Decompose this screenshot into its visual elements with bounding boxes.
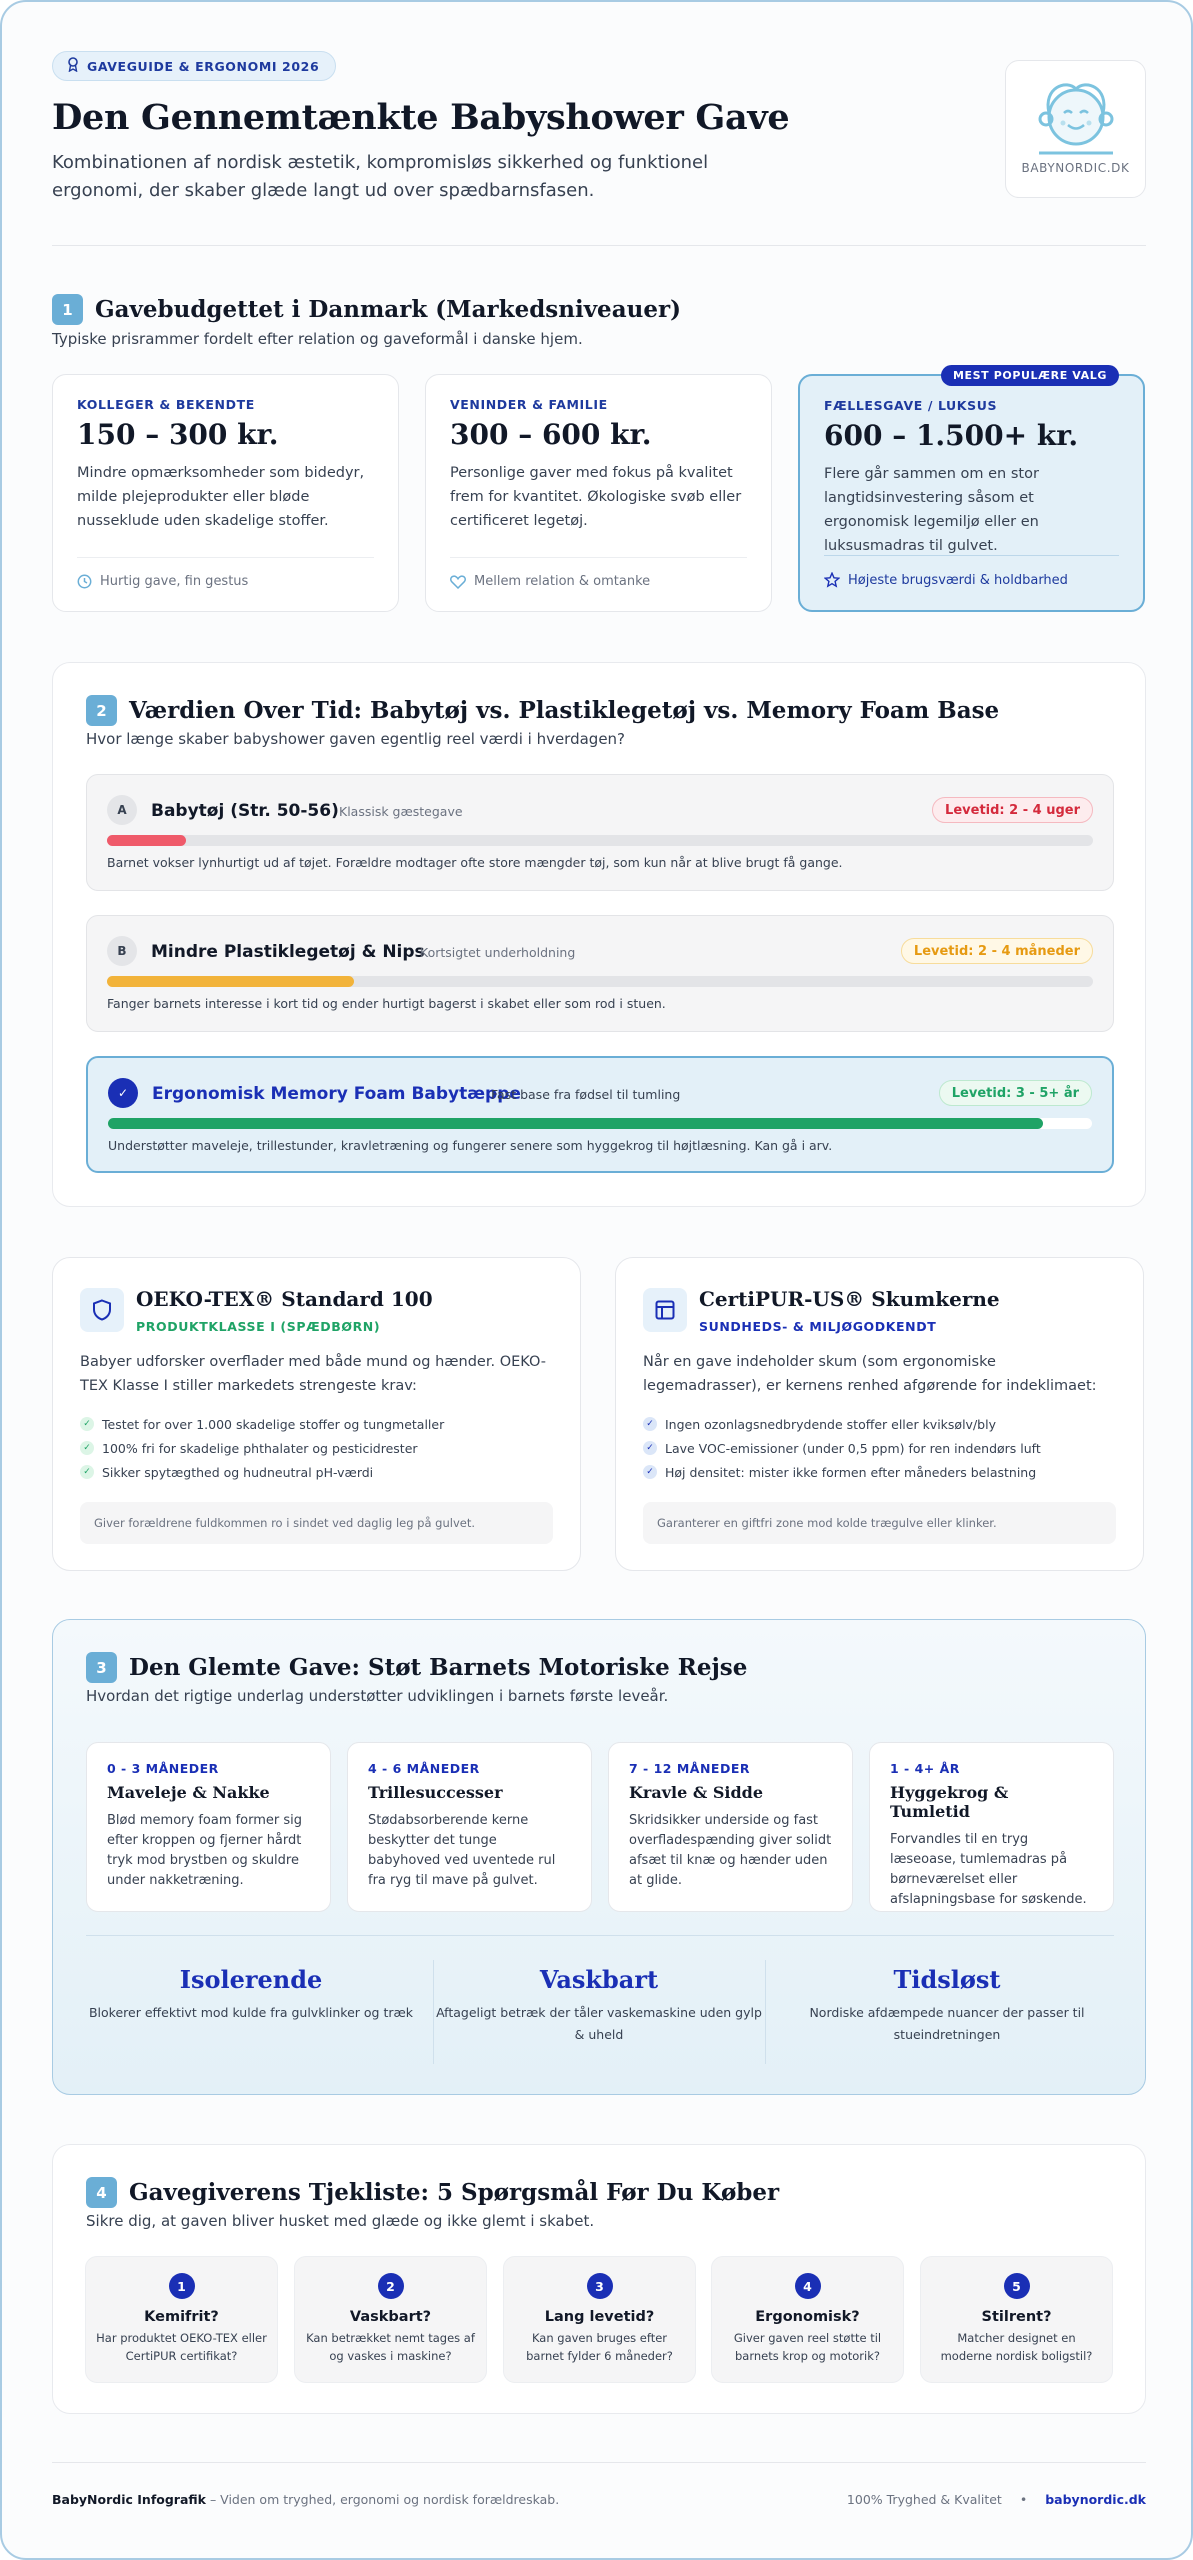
popular-badge: MEST POPULÆRE VALG — [941, 365, 1119, 386]
row-letter: A — [107, 795, 137, 825]
page-title: Den Gennemtænkte Babyshower Gave — [52, 97, 790, 138]
check-icon: ✓ — [80, 1465, 94, 1479]
section-title: Gavegiverens Tjekliste: 5 Spørgsmål Før Du Køber — [129, 2179, 780, 2206]
budget-price: 600 – 1.500+ kr. — [824, 419, 1079, 452]
check-icon: ✓ — [80, 1441, 94, 1455]
row-letter: B — [107, 936, 137, 966]
question-title: Vaskbart? — [349, 2309, 432, 2325]
list-item — [80, 1412, 444, 1436]
cert-note: Giver forældrene fuldkommen ro i sindet ved daglig leg på gulvet. — [80, 1502, 553, 1544]
lifetime-track — [107, 835, 1093, 846]
check-icon: ✓ — [643, 1441, 657, 1455]
list-item — [80, 1436, 444, 1460]
ribbon-icon — [67, 57, 79, 75]
budget-footer-text: Hurtig gave, fin gestus — [100, 574, 249, 589]
budget-card-featured[interactable] — [798, 369, 1145, 612]
list-item-text: Høj densitet: mister ikke formen efter måneders belastning — [665, 1464, 1037, 1480]
question-number: 1 — [169, 2273, 195, 2299]
budget-description: Personlige gaver med fokus på kvalitet frem for kvantitet. Økologiske svøb eller certificeret legetøj. — [450, 465, 742, 529]
stage-description: Blød memory foam former sig efter kroppen og fjerner hårdt tryk mod brystben og skuldre under nakketræning. — [107, 1813, 303, 1888]
cert-note: Garanterer en giftfri zone mod kolde trægulve eller klinker. — [643, 1502, 1116, 1544]
section-number: 4 — [86, 2177, 117, 2208]
question-number: 5 — [1004, 2273, 1030, 2299]
checklist-question[interactable] — [85, 2256, 278, 2383]
budget-category: VENINDER & FAMILIE — [450, 397, 608, 412]
feature-title: Vaskbart — [539, 1965, 659, 1994]
value-row-highlighted[interactable] — [86, 1056, 1114, 1173]
cert-card-oeko-tex[interactable] — [52, 1257, 581, 1571]
cert-description: Når en gave indeholder skum (som ergonomiske legemadrasser), er kernens renhed afgørende for indeklimaet: — [643, 1354, 1097, 1394]
lifetime-badge: Levetid: 2 - 4 måneder — [901, 938, 1093, 964]
budget-footer-text: Højeste brugsværdi & holdbarhed — [848, 572, 1068, 588]
cert-list — [80, 1412, 444, 1484]
question-title: Ergonomisk? — [755, 2309, 860, 2325]
section1-heading — [52, 294, 681, 325]
row-note: Understøtter maveleje, trillestunder, kravletræning og fungerer senere som hyggekrog til højtlæsning. Kan gå i arv. — [108, 1138, 833, 1153]
stage-title: Trillesuccesser — [368, 1783, 503, 1802]
feature-item — [86, 1965, 416, 2024]
motor-journey-section — [52, 1619, 1146, 2095]
lifetime-badge: Levetid: 3 - 5+ år — [939, 1080, 1092, 1106]
list-item — [80, 1460, 444, 1484]
stage-description: Forvandles til en tryg læseoase, tumlemadras på børneværelset eller afslapningsbase for søskende. — [890, 1832, 1087, 1907]
question-title: Lang levetid? — [544, 2309, 655, 2325]
row-name: Babytøj (Str. 50-56) — [151, 801, 339, 821]
lifetime-bar — [108, 1118, 1043, 1129]
stage-card[interactable] — [86, 1742, 331, 1912]
feature-item — [434, 1965, 764, 2046]
section-subtitle: Sikre dig, at gaven bliver husket med glæde og ikke glemt i skabet. — [86, 2212, 595, 2230]
section-title: Gavebudgettet i Danmark (Markedsniveauer) — [95, 296, 681, 323]
value-row[interactable] — [86, 915, 1114, 1032]
feature-description: Blokerer effektivt mod kulde fra gulvklinker og træk — [88, 2005, 414, 2020]
question-description: Giver gaven reel støtte til barnets krop og motorik? — [733, 2331, 882, 2363]
stage-age: 7 - 12 MÅNEDER — [629, 1761, 750, 1776]
footer-quality: 100% Tryghed & Kvalitet — [846, 2492, 1002, 2507]
question-number: 4 — [795, 2273, 821, 2299]
feature-title: Tidsløst — [893, 1965, 1001, 1994]
list-item — [643, 1436, 1041, 1460]
section-title: Den Glemte Gave: Støt Barnets Motoriske Rejse — [129, 1654, 748, 1681]
footer — [52, 2492, 1146, 2512]
clock-icon — [77, 574, 92, 589]
list-item — [643, 1412, 1041, 1436]
row-note: Fanger barnets interesse i kort tid og ender hurtigt bagerst i skabet eller som rod i stuen. — [107, 996, 666, 1011]
budget-category: FÆLLESGAVE / LUKSUS — [824, 398, 998, 413]
cert-description: Babyer udforsker overflader med både mund og hænder. OEKO-TEX Klasse I stiller markedets strengeste krav: — [80, 1354, 547, 1394]
layers-icon — [643, 1288, 687, 1332]
star-icon — [824, 572, 840, 588]
list-item-text: Lave VOC-emissioner (under 0,5 ppm) for ren indendørs luft — [665, 1440, 1041, 1456]
stage-card[interactable] — [869, 1742, 1114, 1912]
feature-title: Isolerende — [179, 1965, 323, 1994]
checklist-question[interactable] — [503, 2256, 696, 2383]
question-title: Kemifrit? — [144, 2309, 219, 2325]
budget-price: 300 – 600 kr. — [450, 418, 652, 451]
footer-separator: • — [1019, 2492, 1028, 2507]
feature-item — [782, 1965, 1112, 2046]
budget-footer — [824, 555, 1119, 588]
checklist-question[interactable] — [711, 2256, 904, 2383]
page-subtitle: Kombinationen af nordisk æstetik, kompromisløs sikkerhed og funktionel ergonomi, der skaber glæde langt ud over spædbarnsfasen. — [52, 152, 709, 201]
section-subtitle: Typiske prisrammer fordelt efter relation og gaveformål i danske hjem. — [52, 330, 583, 348]
cert-card-certipur[interactable] — [615, 1257, 1144, 1571]
row-name: Ergonomisk Memory Foam Babytæppe — [152, 1084, 521, 1104]
stage-description: Stødabsorberende kerne beskytter det tunge babyhoved ved uventede rul fra ryg til mave på gulvet. — [368, 1813, 556, 1888]
feature-description: Nordiske afdæmpede nuancer der passer til stueindretningen — [809, 2005, 1085, 2042]
cert-title: OEKO-TEX® Standard 100 — [136, 1287, 433, 1311]
row-name: Mindre Plastiklegetøj & Nips — [151, 942, 425, 962]
budget-description: Mindre opmærksomheder som bidedyr, milde plejeprodukter eller bløde nusseklude uden skadelige stoffer. — [77, 465, 365, 529]
budget-footer — [450, 557, 747, 589]
list-item-text: Ingen ozonlagsnedbrydende stoffer eller kviksølv/bly — [665, 1416, 996, 1432]
budget-footer — [77, 557, 374, 589]
list-item-text: 100% fri for skadelige phthalater og pesticidrester — [102, 1440, 418, 1456]
divider — [52, 2462, 1146, 2463]
lifetime-bar — [107, 835, 186, 846]
divider — [86, 1935, 1114, 1936]
guide-badge — [52, 51, 336, 81]
list-item-text: Sikker spytægthed og hudneutral pH-værdi — [102, 1464, 374, 1480]
budget-description: Flere går sammen om en stor langtidsinvestering såsom et ergonomisk legemiljø eller en luksusmadras til gulvet. — [824, 466, 1039, 554]
section-number: 3 — [86, 1652, 117, 1683]
footer-site-link[interactable]: babynordic.dk — [1045, 2492, 1146, 2507]
checklist-question[interactable] — [294, 2256, 487, 2383]
stage-age: 1 - 4+ ÅR — [890, 1761, 960, 1776]
lifetime-track — [107, 976, 1093, 987]
question-description: Kan betrækket nemt tages af og vaskes i maskine? — [306, 2331, 475, 2363]
lifetime-badge: Levetid: 2 - 4 uger — [932, 797, 1093, 823]
check-icon: ✓ — [643, 1465, 657, 1479]
question-number: 2 — [378, 2273, 404, 2299]
brand-logo[interactable] — [1005, 60, 1146, 198]
stage-age: 4 - 6 MÅNEDER — [368, 1761, 480, 1776]
heart-icon — [450, 575, 466, 589]
check-icon: ✓ — [643, 1417, 657, 1431]
stage-title: Kravle & Sidde — [629, 1783, 764, 1802]
baby-face-icon — [1027, 73, 1125, 157]
budget-card[interactable] — [425, 374, 772, 612]
list-item-text: Testet for over 1.000 skadelige stoffer og tungmetaller — [102, 1416, 445, 1432]
stage-card[interactable] — [608, 1742, 853, 1912]
row-tag: Kortsigtet underholdning — [420, 945, 576, 960]
section-number: 1 — [52, 294, 83, 325]
stage-title: Maveleje & Nakke — [107, 1783, 270, 1802]
section4-heading — [86, 2177, 779, 2208]
section-subtitle: Hvor længe skaber babyshower gaven egentlig reel værdi i hverdagen? — [86, 730, 626, 748]
question-number: 3 — [587, 2273, 613, 2299]
stage-card[interactable] — [347, 1742, 592, 1912]
lifetime-bar — [107, 976, 354, 987]
budget-price: 150 – 300 kr. — [77, 418, 279, 451]
value-over-time-section — [52, 662, 1146, 1207]
checklist-question[interactable] — [920, 2256, 1113, 2383]
value-row[interactable] — [86, 774, 1114, 891]
section-title: Værdien Over Tid: Babytøj vs. Plastiklegetøj vs. Memory Foam Base — [129, 697, 1000, 724]
budget-footer-text: Mellem relation & omtanke — [474, 574, 651, 589]
row-tag: Klassisk gæstegave — [339, 804, 463, 819]
shield-icon — [80, 1288, 124, 1332]
divider — [765, 1960, 766, 2064]
section2-heading — [86, 695, 999, 726]
divider — [52, 245, 1146, 246]
guide-badge-label: GAVEGUIDE & ERGONOMI 2026 — [87, 58, 320, 74]
check-icon: ✓ — [108, 1078, 138, 1108]
cert-title: CertiPUR-US® Skumkerne — [699, 1287, 1000, 1311]
question-description: Matcher designet en moderne nordisk boligstil? — [940, 2331, 1093, 2363]
cert-subtitle: PRODUKTKLASSE I (SPÆDBØRN) — [136, 1319, 381, 1334]
check-icon: ✓ — [80, 1417, 94, 1431]
question-description: Kan gaven bruges efter barnet fylder 6 måneder? — [526, 2331, 673, 2363]
question-title: Stilrent? — [981, 2309, 1052, 2325]
cert-subtitle: SUNDHEDS- & MILJØGODKENDT — [699, 1319, 937, 1334]
row-tag: Fast base fra fødsel til tumling — [491, 1087, 681, 1102]
feature-description: Aftageligt betræk der tåler vaskemaskine uden gylp & uheld — [436, 2005, 762, 2042]
budget-card[interactable] — [52, 374, 399, 612]
question-description: Har produktet OEKO-TEX eller CertiPUR certifikat? — [96, 2331, 267, 2363]
budget-category: KOLLEGER & BEKENDTE — [77, 397, 255, 412]
footer-brand: BabyNordic Infografik — [52, 2492, 206, 2507]
stage-description: Skridsikker underside og fast overfladespænding giver solidt afsæt til knæ og hænder uden at glide. — [629, 1813, 832, 1888]
cert-list — [643, 1412, 1041, 1484]
row-note: Barnet vokser lynhurtigt ud af tøjet. Forældre modtager ofte store mængder tøj, som kun når at blive brugt få gange. — [107, 855, 843, 870]
section-subtitle: Hvordan det rigtige underlag understøtter udviklingen i barnets første leveår. — [86, 1687, 669, 1705]
section-number: 2 — [86, 695, 117, 726]
footer-tagline: – Viden om tryghed, ergonomi og nordisk forældreskab. — [205, 2492, 560, 2507]
stage-title: Hyggekrog & Tumletid — [890, 1783, 1009, 1821]
section3-heading — [86, 1652, 747, 1683]
list-item — [643, 1460, 1041, 1484]
footer-right — [847, 2492, 1146, 2507]
stage-age: 0 - 3 MÅNEDER — [107, 1761, 219, 1776]
logo-text: BABYNORDIC.DK — [1021, 161, 1130, 175]
lifetime-track — [108, 1118, 1092, 1129]
